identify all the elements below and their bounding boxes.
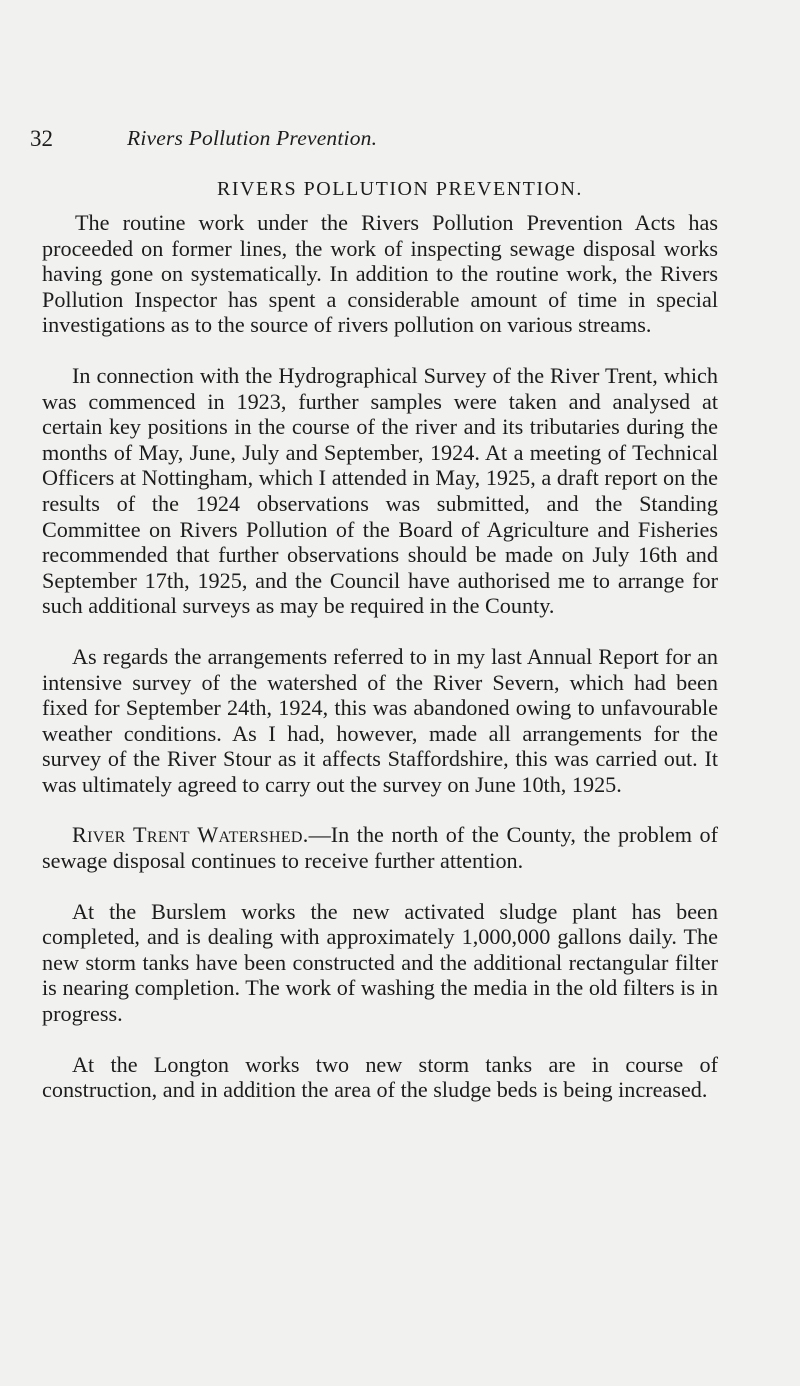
running-title: Rivers Pollution Prevention. [127,126,378,150]
paragraph-burslem-works: At the Burslem works the new activated sludge plant has been completed, and is dealing with approximately 1,000,000 gallons daily. The new storm tanks have been constructed and the additional rectangular filter is nearing completion. The work of washing the media in the old filters is in progress. [42,898,718,1027]
paragraph-longton-works: At the Longton works two new storm tanks are in course of construction, and in addition the area of the sludge beds is being increased. [42,1051,718,1103]
paragraph-river-trent-watershed [42,822,718,873]
page-number: 32 [30,126,53,151]
paragraph-lead-heading: River Trent Watershed. [72,822,309,848]
paragraph-routine-work: The routine work under the Rivers Pollution Prevention Acts has proceeded on former lines, the work of inspecting sewage disposal works having gone on systematically. In addition to the routine work, the Rivers Pollution Inspector has spent a considerable amount of time in special investigations as to the source of rivers pollution on various streams. [42,210,718,338]
paragraph-river-severn-survey: As regards the arrangements referred to in my last Annual Report for an intensive survey of the watershed of the River Severn, which had been fixed for September 24th, 1924, this was abandoned owing to unfavourable weather conditions. As I had, however, made all arrangements for the survey of the River Stour as it affects Staffordshire, this was carried out. It was ultimately agreed to carry out the survey on June 10th, 1925. [42,643,718,797]
body-text [42,210,718,1128]
paragraph-lead-body: —In the north of the County, the problem of sewage disposal continues to receive further attention. [42,822,719,874]
paragraph-hydrographical-survey: In connection with the Hydrographical Survey of the River Trent, which was commenced in 1923, further samples were taken and analysed at certain key positions in the course of the river and its tributaries during the months of May, June, July and September, 1924. At a meeting of Technical Officers at Nottingham, which I attended in May, 1925, a draft report on the results of the 1924 observations was submitted, and the Standing Committee on Rivers Pollution of the Board of Agriculture and Fisheries recommended that further observations should be made on July 16th and September 17th, 1925, and the Council have authorised me to arrange for such additional surveys as may be required in the County. [42,362,718,619]
section-heading: RIVERS POLLUTION PREVENTION. [217,178,583,200]
running-head [30,126,770,156]
